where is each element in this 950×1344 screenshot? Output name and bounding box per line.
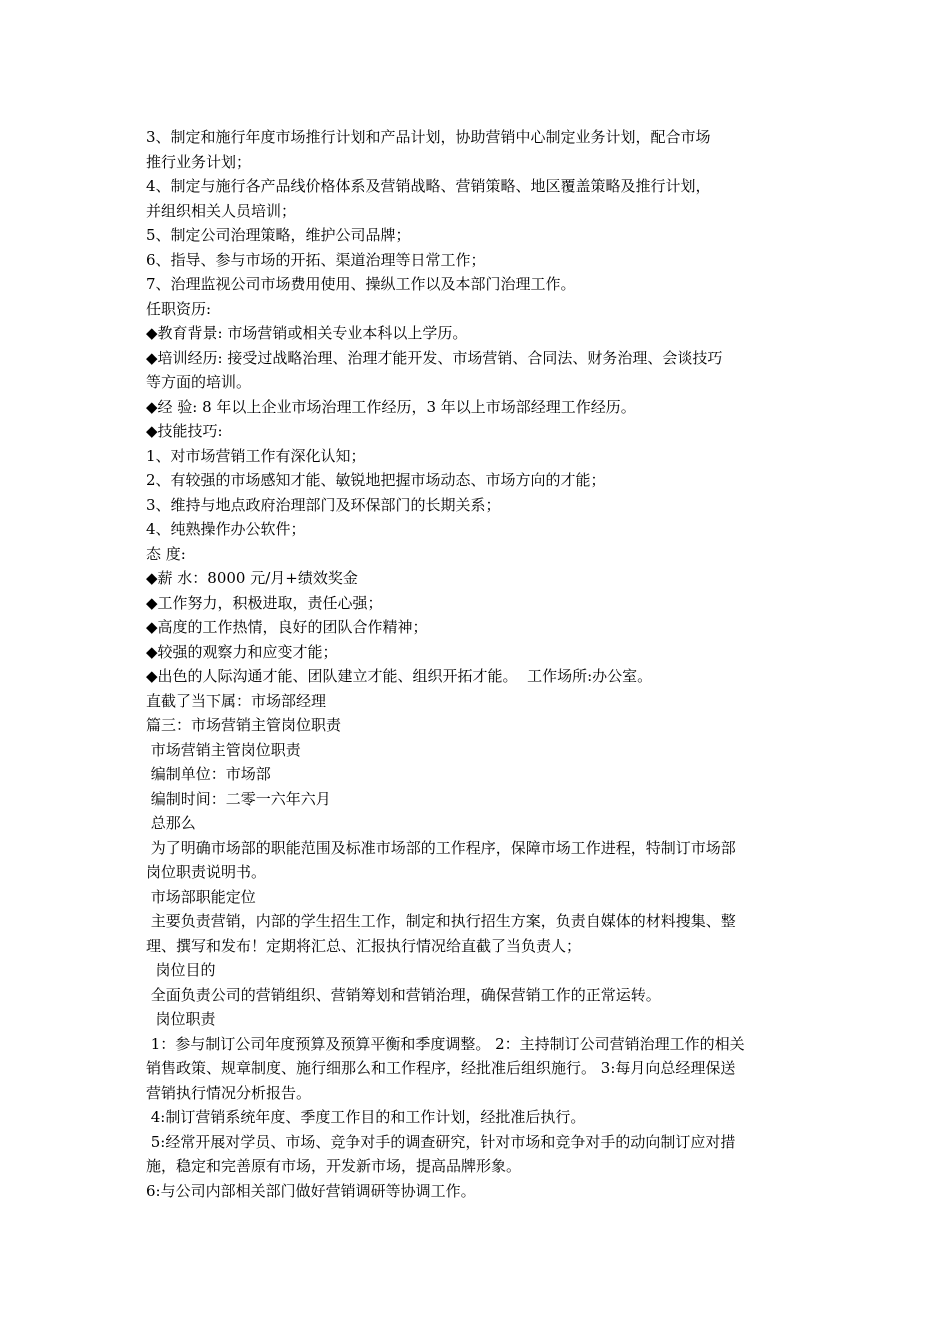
text-line: ◆较强的观察力和应变才能； (146, 642, 338, 661)
text-line: 岗位目的 (146, 961, 216, 979)
text-line: 岗位职责 (146, 1010, 216, 1028)
document-body (146, 125, 811, 1203)
text-line: ◆经 验: 8 年以上企业市场治理工作经历，3 年以上市场部经理工作经历。 (146, 397, 636, 416)
text-line: ◆教育背景: 市场营销或相关专业本科以上学历。 (146, 324, 468, 342)
text-line: ◆工作努力，积极进取，责任心强； (146, 593, 383, 612)
text-line: 7、治理监视公司市场费用使用、操纵工作以及本部门治理工作。 (146, 275, 576, 293)
text-line: 6、指导、参与市场的开拓、渠道治理等日常工作； (146, 250, 486, 269)
text-line: 篇三：市场营销主管岗位职责 (146, 716, 342, 734)
text-line: 3、制定和施行年度市场推行计划和产品计划，协助营销中心制定业务计划，配合市场 (146, 128, 711, 146)
text-line: 市场营销主管岗位职责 (146, 740, 301, 759)
text-line: 3、维持与地点政府治理部门及环保部门的长期关系； (146, 495, 501, 514)
text-line: 并组织相关人员培训； (146, 201, 297, 220)
text-line: 等方面的培训。 (146, 373, 252, 391)
text-line: 编制时间：二零一六年六月 (146, 789, 331, 808)
text-line: ◆技能技巧: (146, 422, 223, 440)
text-line: 任职资历: (146, 299, 212, 318)
text-line: 2、有较强的市场感知才能、敏锐地把握市场动态、市场方向的才能； (146, 471, 606, 489)
text-line: 直截了当下属：市场部经理 (146, 691, 327, 710)
text-line: 施，稳定和完善原有市场，开发新市场，提高品牌形象。 (146, 1157, 522, 1175)
text-line: 5、制定公司治理策略，维护公司品牌； (146, 226, 411, 244)
text-line: 4、制定与施行各产品线价格体系及营销战略、营销策略、地区覆盖策略及推行计划， (146, 177, 711, 195)
text-line: 主要负责营销，内部的学生招生工作，制定和执行招生方案，负责自媒体的材料搜集、整 (146, 912, 736, 930)
text-line: 岗位职责说明书。 (146, 863, 267, 881)
text-line: 市场部职能定位 (146, 887, 256, 906)
text-line: 5:经常开展对学员、市场、竞争对手的调查研究，针对市场和竞争对手的动向制订应对措 (146, 1132, 736, 1151)
text-line: ◆出色的人际沟通才能、团队建立才能、组织开拓才能。 工作场所:办公室。 (146, 667, 653, 685)
text-line: 1：参与制订公司年度预算及预算平衡和季度调整。 2：主持制订公司营销治理工作的相关 (146, 1034, 745, 1053)
text-line: 推行业务计划； (146, 152, 252, 171)
text-line: 6:与公司内部相关部门做好营销调研等协调工作。 (146, 1181, 476, 1200)
text-line: 态 度: (146, 544, 186, 563)
text-line: 4、纯熟操作办公软件； (146, 520, 306, 538)
text-line: 理、撰写和发布！定期将汇总、汇报执行情况给直截了当负责人； (146, 936, 582, 955)
text-line: 全面负责公司的营销组织、营销筹划和营销治理，确保营销工作的正常运转。 (146, 985, 661, 1004)
text-line: 4:制订营销系统年度、季度工作目的和工作计划，经批准后执行。 (146, 1108, 586, 1126)
text-line: ◆薪 水：8000 元/月+绩效奖金 (146, 569, 358, 587)
text-line: 为了明确市场部的职能范围及标准市场部的工作程序，保障市场工作进程，特制订市场部 (146, 838, 736, 857)
text-line: 销售政策、规章制度、施行细那么和工作程序，经批准后组织施行。 3:每月向总经理保送 (146, 1059, 736, 1077)
text-line: ◆培训经历: 接受过战略治理、治理才能开发、市场营销、合同法、财务治理、会谈技巧 (146, 348, 723, 367)
text-line: 总那么 (146, 814, 196, 832)
text-line: 编制单位：市场部 (146, 765, 271, 783)
text-line: ◆高度的工作热情，良好的团队合作精神； (146, 618, 428, 636)
text-line: 营销执行情况分析报告。 (146, 1083, 312, 1102)
text-line: 1、对市场营销工作有深化认知； (146, 446, 366, 465)
